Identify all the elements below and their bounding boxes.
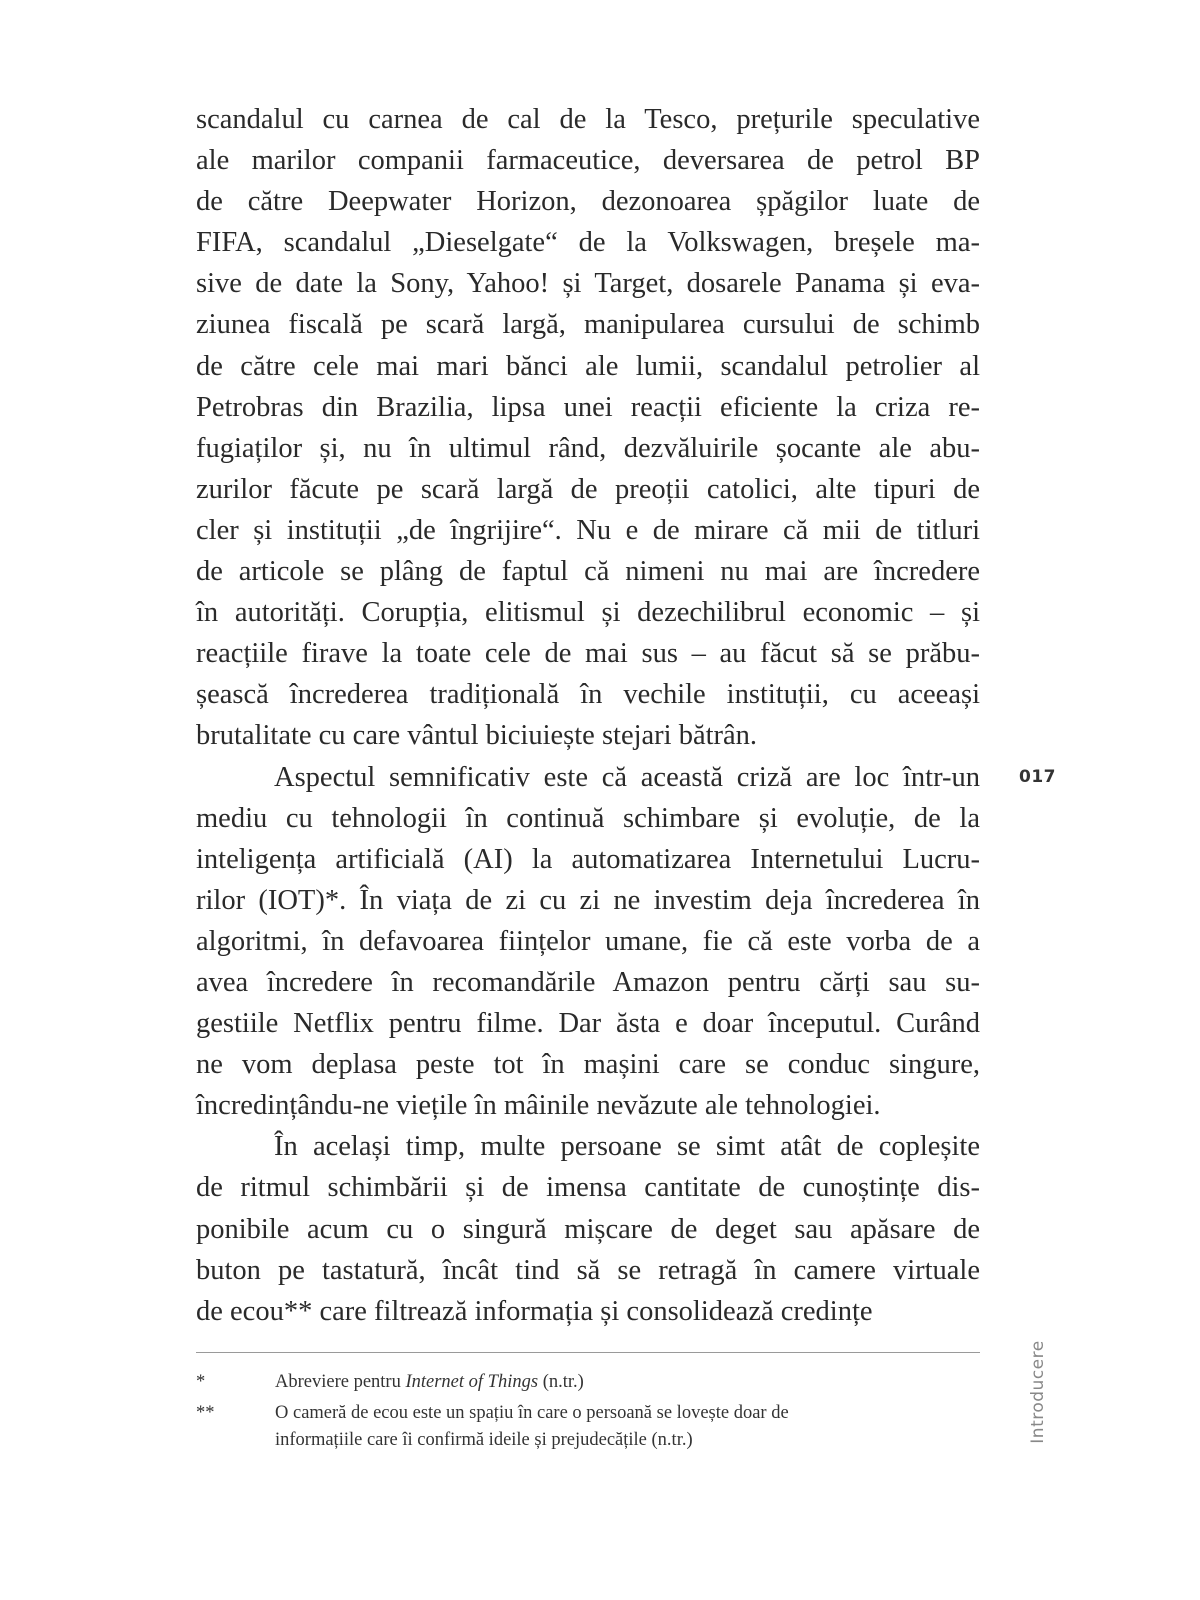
- footnote-italic-term: Internet of Things: [405, 1372, 539, 1392]
- body-line: inteligența artificială (AI) la automatizarea Internetului Lucru-: [196, 843, 980, 875]
- body-line: ziunea fiscală pe scară largă, manipularea cursului de schimb: [196, 309, 980, 341]
- running-head: Introducere: [1028, 1340, 1048, 1444]
- body-line: buton pe tastatură, încât tind să se retragă în camere virtuale: [196, 1254, 980, 1286]
- page-number: 017: [1019, 767, 1056, 787]
- body-line: scandalul cu carnea de cal de la Tesco, prețurile speculative: [196, 104, 980, 135]
- footnote-separator: [196, 1352, 980, 1353]
- body-line: încredințându-ne viețile în mâinile nevăzute ale tehnologiei.: [196, 1090, 881, 1122]
- body-line: Petrobras din Brazilia, lipsa unei reacții eficiente la criza re-: [196, 391, 980, 423]
- footnote-text-part: Abreviere pentru: [275, 1372, 406, 1392]
- footnote-text: [275, 1369, 584, 1396]
- body-line: În același timp, multe persoane se simt atât de copleșite: [274, 1131, 980, 1163]
- body-line: ponibile acum cu o singură mișcare de deget sau apăsare de: [196, 1213, 980, 1245]
- body-line: de articole se plâng de faptul că nimeni nu mai are încredere: [196, 556, 980, 588]
- footnote-marker: **: [196, 1403, 215, 1423]
- body-line: de către Deepwater Horizon, dezonoarea șpăgilor luate de: [196, 186, 980, 218]
- body-line: zurilor făcute pe scară largă de preoții catolici, alte tipuri de: [196, 473, 980, 505]
- footnote-text-line: informațiile care îi confirmă ideile și prejudecățile (n.tr.): [275, 1430, 693, 1450]
- body-line: mediu cu tehnologii în continuă schimbare și evoluție, de la: [196, 802, 980, 834]
- body-line: de ritmul schimbării și de imensa cantitate de cunoștințe dis-: [196, 1172, 980, 1204]
- body-line: Aspectul semnificativ este că această criză are loc într-un: [274, 761, 980, 793]
- body-text: [196, 99, 980, 1332]
- body-line: FIFA, scandalul „Dieselgate“ de la Volkswagen, breșele ma-: [196, 227, 980, 259]
- body-line: ne vom deplasa peste tot în mașini care se conduc singure,: [196, 1049, 980, 1081]
- body-line: algoritmi, în defavoarea ființelor umane, fie că este vorba de a: [196, 925, 980, 957]
- body-line: sive de date la Sony, Yahoo! și Target, dosarele Panama și eva-: [196, 268, 980, 300]
- body-line: avea încredere în recomandările Amazon pentru cărți sau su-: [196, 966, 980, 998]
- body-line: șească încrederea tradițională în vechile instituții, cu aceeași: [196, 679, 980, 711]
- body-line: gestiile Netflix pentru filme. Dar ăsta e doar începutul. Curând: [196, 1008, 980, 1040]
- body-line: fugiaților și, nu în ultimul rând, dezvăluirile șocante ale abu-: [196, 432, 980, 464]
- footnote-marker: *: [196, 1372, 206, 1392]
- body-line: ale marilor companii farmaceutice, deversarea de petrol BP: [196, 145, 980, 177]
- body-line: de ecou** care filtrează informația și consolidează credințe: [196, 1295, 873, 1327]
- body-line: rilor (IOT)*. În viața de zi cu zi ne investim deja încrederea în: [196, 884, 980, 916]
- footnote-text-part: (n.tr.): [538, 1372, 584, 1392]
- body-line: brutalitate cu care vântul biciuiește stejari bătrân.: [196, 720, 758, 752]
- body-line: reacțiile firave la toate cele de mai sus – au făcut să se prăbu-: [196, 638, 980, 670]
- body-line: în autorități. Corupția, elitismul și dezechilibrul economic – și: [196, 597, 980, 629]
- body-line: de către cele mai mari bănci ale lumii, scandalul petrolier al: [196, 350, 980, 382]
- body-line: cler și instituții „de îngrijire“. Nu e de mirare că mii de titluri: [196, 514, 980, 546]
- footnote-text-line: O cameră de ecou este un spațiu în care o persoană se lovește doar de: [275, 1403, 789, 1423]
